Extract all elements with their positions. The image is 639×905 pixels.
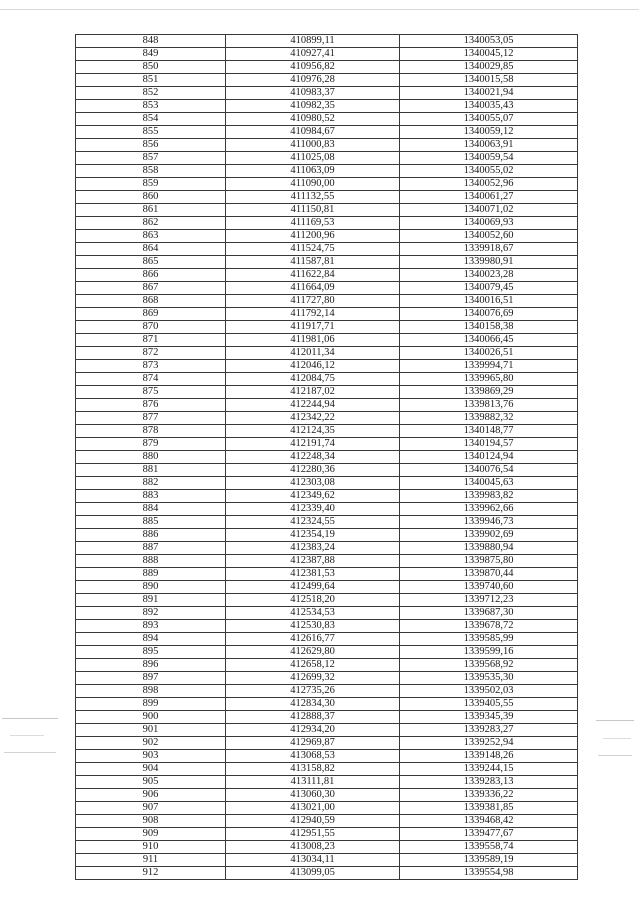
table-row — [76, 854, 578, 867]
point-number-cell: 864 — [76, 243, 226, 256]
y-coordinate-cell: 1339869,29 — [400, 386, 578, 399]
table-row — [76, 620, 578, 633]
x-coordinate-cell: 412888,37 — [226, 711, 400, 724]
table-row — [76, 841, 578, 854]
x-coordinate-cell: 412940,59 — [226, 815, 400, 828]
y-coordinate-cell: 1340124,94 — [400, 451, 578, 464]
y-coordinate-cell: 1339502,03 — [400, 685, 578, 698]
y-coordinate-cell: 1339962,66 — [400, 503, 578, 516]
point-number-cell: 866 — [76, 269, 226, 282]
y-coordinate-cell: 1340052,96 — [400, 178, 578, 191]
point-number-cell: 877 — [76, 412, 226, 425]
y-coordinate-cell: 1339535,30 — [400, 672, 578, 685]
scan-artifact — [4, 752, 56, 753]
table-row — [76, 204, 578, 217]
table-row — [76, 568, 578, 581]
x-coordinate-cell: 411025,08 — [226, 152, 400, 165]
table-row — [76, 659, 578, 672]
point-number-cell: 883 — [76, 490, 226, 503]
point-number-cell: 870 — [76, 321, 226, 334]
scan-artifact — [598, 755, 632, 756]
coordinates-table-body — [76, 35, 578, 880]
x-coordinate-cell: 410927,41 — [226, 48, 400, 61]
table-row — [76, 529, 578, 542]
point-number-cell: 882 — [76, 477, 226, 490]
x-coordinate-cell: 413060,30 — [226, 789, 400, 802]
x-coordinate-cell: 412969,87 — [226, 737, 400, 750]
x-coordinate-cell: 411150,81 — [226, 204, 400, 217]
y-coordinate-cell: 1339712,23 — [400, 594, 578, 607]
table-row — [76, 165, 578, 178]
point-number-cell: 910 — [76, 841, 226, 854]
table-row — [76, 386, 578, 399]
y-coordinate-cell: 1340035,43 — [400, 100, 578, 113]
y-coordinate-cell: 1339965,80 — [400, 373, 578, 386]
table-row — [76, 763, 578, 776]
point-number-cell: 893 — [76, 620, 226, 633]
table-row — [76, 542, 578, 555]
table-row — [76, 139, 578, 152]
point-number-cell: 859 — [76, 178, 226, 191]
y-coordinate-cell: 1340055,02 — [400, 165, 578, 178]
table-row — [76, 737, 578, 750]
table-row — [76, 100, 578, 113]
y-coordinate-cell: 1339880,94 — [400, 542, 578, 555]
table-row — [76, 191, 578, 204]
y-coordinate-cell: 1339468,42 — [400, 815, 578, 828]
table-row — [76, 802, 578, 815]
table-row — [76, 503, 578, 516]
y-coordinate-cell: 1340059,12 — [400, 126, 578, 139]
table-row — [76, 750, 578, 763]
y-coordinate-cell: 1339244,15 — [400, 763, 578, 776]
y-coordinate-cell: 1340021,94 — [400, 87, 578, 100]
x-coordinate-cell: 412342,22 — [226, 412, 400, 425]
point-number-cell: 897 — [76, 672, 226, 685]
point-number-cell: 856 — [76, 139, 226, 152]
table-row — [76, 815, 578, 828]
y-coordinate-cell: 1340066,45 — [400, 334, 578, 347]
y-coordinate-cell: 1339599,16 — [400, 646, 578, 659]
table-row — [76, 867, 578, 880]
x-coordinate-cell: 411587,81 — [226, 256, 400, 269]
y-coordinate-cell: 1340059,54 — [400, 152, 578, 165]
point-number-cell: 857 — [76, 152, 226, 165]
point-number-cell: 901 — [76, 724, 226, 737]
x-coordinate-cell: 411664,09 — [226, 282, 400, 295]
table-row — [76, 828, 578, 841]
x-coordinate-cell: 411169,53 — [226, 217, 400, 230]
table-row — [76, 35, 578, 48]
point-number-cell: 874 — [76, 373, 226, 386]
y-coordinate-cell: 1340158,38 — [400, 321, 578, 334]
scan-artifact — [2, 718, 58, 719]
point-number-cell: 889 — [76, 568, 226, 581]
y-coordinate-cell: 1339918,67 — [400, 243, 578, 256]
x-coordinate-cell: 410976,28 — [226, 74, 400, 87]
y-coordinate-cell: 1339589,19 — [400, 854, 578, 867]
table-row — [76, 217, 578, 230]
point-number-cell: 908 — [76, 815, 226, 828]
point-number-cell: 890 — [76, 581, 226, 594]
y-coordinate-cell: 1339558,74 — [400, 841, 578, 854]
point-number-cell: 912 — [76, 867, 226, 880]
table-row — [76, 74, 578, 87]
x-coordinate-cell: 413111,81 — [226, 776, 400, 789]
x-coordinate-cell: 411000,83 — [226, 139, 400, 152]
x-coordinate-cell: 410980,52 — [226, 113, 400, 126]
point-number-cell: 886 — [76, 529, 226, 542]
y-coordinate-cell: 1339994,71 — [400, 360, 578, 373]
table-row — [76, 321, 578, 334]
point-number-cell: 865 — [76, 256, 226, 269]
point-number-cell: 852 — [76, 87, 226, 100]
x-coordinate-cell: 412324,55 — [226, 516, 400, 529]
x-coordinate-cell: 412530,83 — [226, 620, 400, 633]
table-row — [76, 711, 578, 724]
point-number-cell: 873 — [76, 360, 226, 373]
point-number-cell: 863 — [76, 230, 226, 243]
x-coordinate-cell: 412699,32 — [226, 672, 400, 685]
y-coordinate-cell: 1339687,30 — [400, 607, 578, 620]
y-coordinate-cell: 1340148,77 — [400, 425, 578, 438]
y-coordinate-cell: 1339813,76 — [400, 399, 578, 412]
x-coordinate-cell: 412349,62 — [226, 490, 400, 503]
x-coordinate-cell: 413008,23 — [226, 841, 400, 854]
x-coordinate-cell: 411090,00 — [226, 178, 400, 191]
table-row — [76, 347, 578, 360]
y-coordinate-cell: 1339983,82 — [400, 490, 578, 503]
x-coordinate-cell: 411063,09 — [226, 165, 400, 178]
x-coordinate-cell: 412951,55 — [226, 828, 400, 841]
y-coordinate-cell: 1340045,63 — [400, 477, 578, 490]
y-coordinate-cell: 1339252,94 — [400, 737, 578, 750]
point-number-cell: 881 — [76, 464, 226, 477]
table-row — [76, 555, 578, 568]
point-number-cell: 888 — [76, 555, 226, 568]
y-coordinate-cell: 1339902,69 — [400, 529, 578, 542]
table-row — [76, 685, 578, 698]
y-coordinate-cell: 1339740,60 — [400, 581, 578, 594]
point-number-cell: 895 — [76, 646, 226, 659]
point-number-cell: 861 — [76, 204, 226, 217]
table-row — [76, 646, 578, 659]
x-coordinate-cell: 412084,75 — [226, 373, 400, 386]
y-coordinate-cell: 1339405,55 — [400, 698, 578, 711]
y-coordinate-cell: 1339283,27 — [400, 724, 578, 737]
y-coordinate-cell: 1339678,72 — [400, 620, 578, 633]
y-coordinate-cell: 1340079,45 — [400, 282, 578, 295]
table-row — [76, 724, 578, 737]
x-coordinate-cell: 412387,88 — [226, 555, 400, 568]
point-number-cell: 902 — [76, 737, 226, 750]
table-row — [76, 178, 578, 191]
point-number-cell: 905 — [76, 776, 226, 789]
x-coordinate-cell: 411792,14 — [226, 308, 400, 321]
x-coordinate-cell: 410899,11 — [226, 35, 400, 48]
point-number-cell: 904 — [76, 763, 226, 776]
point-number-cell: 875 — [76, 386, 226, 399]
y-coordinate-cell: 1339283,13 — [400, 776, 578, 789]
x-coordinate-cell: 413021,00 — [226, 802, 400, 815]
point-number-cell: 891 — [76, 594, 226, 607]
point-number-cell: 909 — [76, 828, 226, 841]
point-number-cell: 906 — [76, 789, 226, 802]
table-row — [76, 789, 578, 802]
x-coordinate-cell: 412383,24 — [226, 542, 400, 555]
point-number-cell: 851 — [76, 74, 226, 87]
table-row — [76, 438, 578, 451]
x-coordinate-cell: 412303,08 — [226, 477, 400, 490]
y-coordinate-cell: 1340029,85 — [400, 61, 578, 74]
y-coordinate-cell: 1339554,98 — [400, 867, 578, 880]
y-coordinate-cell: 1339477,67 — [400, 828, 578, 841]
point-number-cell: 911 — [76, 854, 226, 867]
point-number-cell: 887 — [76, 542, 226, 555]
table-row — [76, 256, 578, 269]
y-coordinate-cell: 1340015,58 — [400, 74, 578, 87]
y-coordinate-cell: 1339882,32 — [400, 412, 578, 425]
table-row — [76, 87, 578, 100]
table-row — [76, 282, 578, 295]
table-row — [76, 126, 578, 139]
x-coordinate-cell: 411524,75 — [226, 243, 400, 256]
point-number-cell: 855 — [76, 126, 226, 139]
x-coordinate-cell: 412499,64 — [226, 581, 400, 594]
y-coordinate-cell: 1340076,69 — [400, 308, 578, 321]
point-number-cell: 868 — [76, 295, 226, 308]
x-coordinate-cell: 412248,34 — [226, 451, 400, 464]
x-coordinate-cell: 410956,82 — [226, 61, 400, 74]
y-coordinate-cell: 1339875,80 — [400, 555, 578, 568]
table-row — [76, 48, 578, 61]
point-number-cell: 853 — [76, 100, 226, 113]
table-row — [76, 594, 578, 607]
coordinates-table — [75, 34, 578, 880]
point-number-cell: 869 — [76, 308, 226, 321]
x-coordinate-cell: 411200,96 — [226, 230, 400, 243]
table-row — [76, 113, 578, 126]
table-row — [76, 61, 578, 74]
y-coordinate-cell: 1340076,54 — [400, 464, 578, 477]
y-coordinate-cell: 1340023,28 — [400, 269, 578, 282]
point-number-cell: 848 — [76, 35, 226, 48]
point-number-cell: 879 — [76, 438, 226, 451]
x-coordinate-cell: 410983,37 — [226, 87, 400, 100]
table-row — [76, 490, 578, 503]
point-number-cell: 880 — [76, 451, 226, 464]
y-coordinate-cell: 1339381,85 — [400, 802, 578, 815]
x-coordinate-cell: 412658,12 — [226, 659, 400, 672]
x-coordinate-cell: 410984,67 — [226, 126, 400, 139]
y-coordinate-cell: 1339980,91 — [400, 256, 578, 269]
y-coordinate-cell: 1340052,60 — [400, 230, 578, 243]
x-coordinate-cell: 412534,53 — [226, 607, 400, 620]
table-row — [76, 230, 578, 243]
table-row — [76, 451, 578, 464]
y-coordinate-cell: 1340194,57 — [400, 438, 578, 451]
table-row — [76, 776, 578, 789]
x-coordinate-cell: 412191,74 — [226, 438, 400, 451]
x-coordinate-cell: 412381,53 — [226, 568, 400, 581]
table-row — [76, 373, 578, 386]
x-coordinate-cell: 413158,82 — [226, 763, 400, 776]
scan-artifact — [10, 735, 44, 736]
point-number-cell: 898 — [76, 685, 226, 698]
point-number-cell: 892 — [76, 607, 226, 620]
point-number-cell: 900 — [76, 711, 226, 724]
point-number-cell: 899 — [76, 698, 226, 711]
x-coordinate-cell: 412629,80 — [226, 646, 400, 659]
scan-artifact — [603, 738, 631, 739]
y-coordinate-cell: 1340026,51 — [400, 347, 578, 360]
point-number-cell: 876 — [76, 399, 226, 412]
table-row — [76, 360, 578, 373]
table-row — [76, 477, 578, 490]
x-coordinate-cell: 411981,06 — [226, 334, 400, 347]
table-row — [76, 243, 578, 256]
scan-artifact — [596, 720, 634, 721]
point-number-cell: 878 — [76, 425, 226, 438]
table-row — [76, 399, 578, 412]
table-row — [76, 516, 578, 529]
point-number-cell: 862 — [76, 217, 226, 230]
x-coordinate-cell: 412735,26 — [226, 685, 400, 698]
x-coordinate-cell: 410982,35 — [226, 100, 400, 113]
point-number-cell: 896 — [76, 659, 226, 672]
point-number-cell: 871 — [76, 334, 226, 347]
page-top-edge — [0, 9, 639, 10]
y-coordinate-cell: 1340071,02 — [400, 204, 578, 217]
table-row — [76, 308, 578, 321]
y-coordinate-cell: 1339585,99 — [400, 633, 578, 646]
table-row — [76, 698, 578, 711]
x-coordinate-cell: 412046,12 — [226, 360, 400, 373]
x-coordinate-cell: 411727,80 — [226, 295, 400, 308]
x-coordinate-cell: 412518,20 — [226, 594, 400, 607]
table-row — [76, 607, 578, 620]
table-row — [76, 425, 578, 438]
table-row — [76, 581, 578, 594]
point-number-cell: 872 — [76, 347, 226, 360]
point-number-cell: 860 — [76, 191, 226, 204]
x-coordinate-cell: 411132,55 — [226, 191, 400, 204]
x-coordinate-cell: 412124,35 — [226, 425, 400, 438]
y-coordinate-cell: 1339345,39 — [400, 711, 578, 724]
y-coordinate-cell: 1340045,12 — [400, 48, 578, 61]
table-row — [76, 295, 578, 308]
x-coordinate-cell: 412280,36 — [226, 464, 400, 477]
table-row — [76, 633, 578, 646]
table-row — [76, 152, 578, 165]
table-row — [76, 672, 578, 685]
point-number-cell: 894 — [76, 633, 226, 646]
y-coordinate-cell: 1340061,27 — [400, 191, 578, 204]
x-coordinate-cell: 412834,30 — [226, 698, 400, 711]
point-number-cell: 907 — [76, 802, 226, 815]
x-coordinate-cell: 411917,71 — [226, 321, 400, 334]
x-coordinate-cell: 413099,05 — [226, 867, 400, 880]
y-coordinate-cell: 1340016,51 — [400, 295, 578, 308]
y-coordinate-cell: 1340053,05 — [400, 35, 578, 48]
table-row — [76, 464, 578, 477]
x-coordinate-cell: 412244,94 — [226, 399, 400, 412]
y-coordinate-cell: 1340069,93 — [400, 217, 578, 230]
x-coordinate-cell: 412934,20 — [226, 724, 400, 737]
point-number-cell: 850 — [76, 61, 226, 74]
table-row — [76, 334, 578, 347]
table-row — [76, 412, 578, 425]
x-coordinate-cell: 412354,19 — [226, 529, 400, 542]
y-coordinate-cell: 1339336,22 — [400, 789, 578, 802]
x-coordinate-cell: 413034,11 — [226, 854, 400, 867]
y-coordinate-cell: 1339148,26 — [400, 750, 578, 763]
x-coordinate-cell: 412616,77 — [226, 633, 400, 646]
y-coordinate-cell: 1339946,73 — [400, 516, 578, 529]
point-number-cell: 849 — [76, 48, 226, 61]
y-coordinate-cell: 1340063,91 — [400, 139, 578, 152]
point-number-cell: 903 — [76, 750, 226, 763]
x-coordinate-cell: 412187,02 — [226, 386, 400, 399]
point-number-cell: 858 — [76, 165, 226, 178]
y-coordinate-cell: 1339870,44 — [400, 568, 578, 581]
point-number-cell: 885 — [76, 516, 226, 529]
point-number-cell: 867 — [76, 282, 226, 295]
table-row — [76, 269, 578, 282]
x-coordinate-cell: 412339,40 — [226, 503, 400, 516]
point-number-cell: 854 — [76, 113, 226, 126]
y-coordinate-cell: 1340055,07 — [400, 113, 578, 126]
x-coordinate-cell: 413068,53 — [226, 750, 400, 763]
y-coordinate-cell: 1339568,92 — [400, 659, 578, 672]
x-coordinate-cell: 411622,84 — [226, 269, 400, 282]
point-number-cell: 884 — [76, 503, 226, 516]
x-coordinate-cell: 412011,34 — [226, 347, 400, 360]
